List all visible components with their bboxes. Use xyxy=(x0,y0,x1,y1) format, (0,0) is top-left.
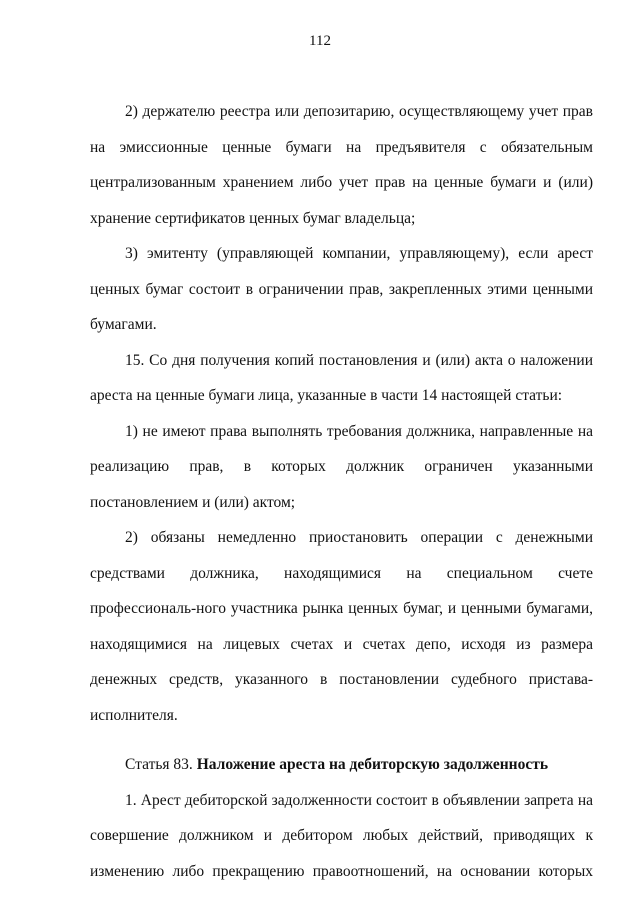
document-body xyxy=(90,94,593,889)
paragraph-item-2-registrar: 2) держателю реестра или депозитарию, осуществляющему учет прав на эмиссионные ценные бумаги на предъявителя с обязательным централизованным хранением либо учет прав на ценные бумаги и (или) хранение сертификатов ценных бумаг владельца; xyxy=(90,103,593,227)
paragraph-part-15: 15. Со дня получения копий постановления и (или) акта о наложении ареста на ценные бумаги лица, указанные в части 14 настоящей статьи: xyxy=(90,351,593,404)
article-title: Наложение ареста на дебиторскую задолженность xyxy=(196,756,549,773)
paragraph-item-3-issuer: 3) эмитенту (управляющей компании, управляющему), если арест ценных бумаг состоит в ограничении прав, закрепленных этими ценными бумагами. xyxy=(90,245,593,333)
paragraph-item-1-no-rights: 1) не имеют права выполнять требования должника, направленные на реализацию прав, в которых должник ограничен указанными постановлением и (или) актом; xyxy=(90,422,593,511)
page-number: 112 xyxy=(309,33,331,49)
paragraph-item-2-suspend-operations: 2) обязаны немедленно приостановить операции с денежными средствами должника, находящимися на специальном счете профессиональ-ного участника рынка ценных бумаг, и ценными бумагами, находящимися на лицевых счетах и счетах депо, исходя из размера денежных средств, указанного в постановлении судебного пристава-исполнителя. xyxy=(90,529,593,724)
article-paragraph-1: 1. Арест дебиторской задолженности состоит в объявлении запрета на совершение должником и дебитором любых действий, приводящих к изменению либо прекращению правоотношений, на основании которых xyxy=(90,791,593,880)
article-label: Статья 83. xyxy=(125,756,193,773)
article-heading xyxy=(90,747,593,783)
